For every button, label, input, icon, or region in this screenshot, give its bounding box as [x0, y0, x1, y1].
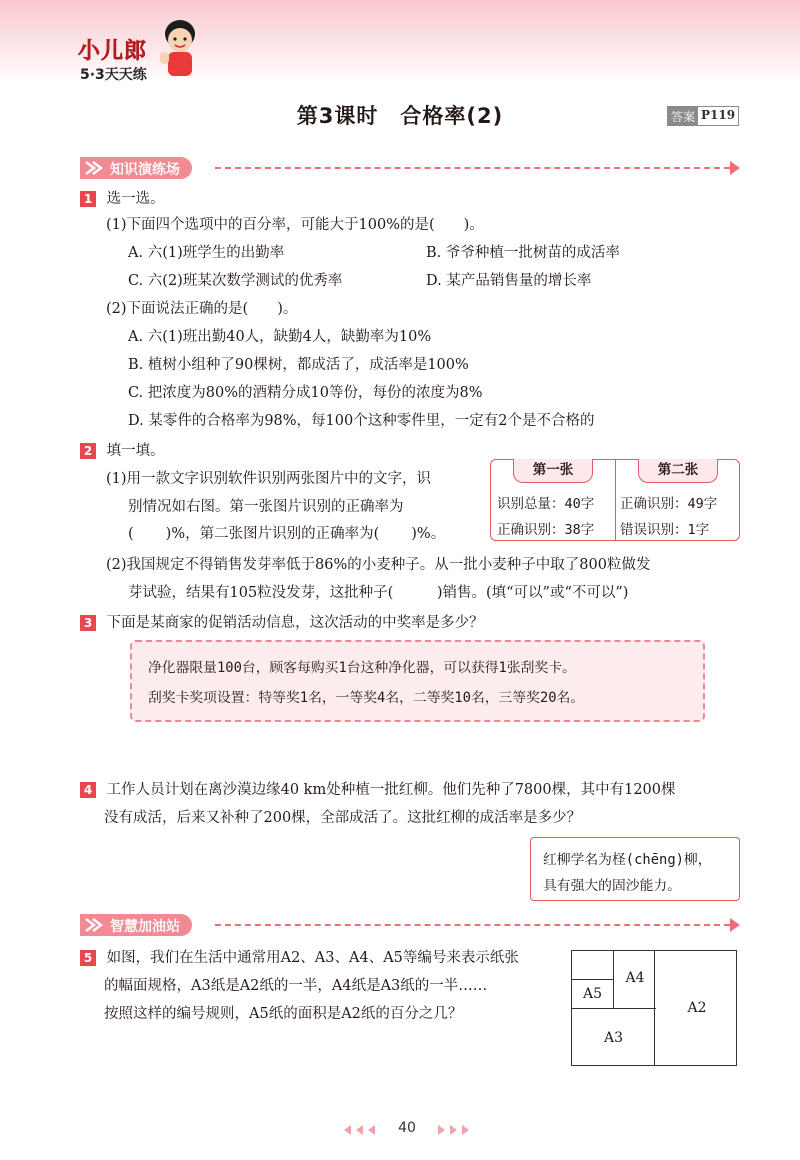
q2-sub2-line1: (2)我国规定不得销售发芽率低于86%的小麦种子。从一批小麦种子中取了800粒做发 — [106, 557, 651, 573]
section-pill — [80, 157, 192, 179]
section-title: 知识演练场 — [110, 162, 180, 178]
question-number: 1 — [80, 191, 96, 207]
q4-line1: 4 工作人员计划在离沙漠边缘40 km处种植一批红柳。他们先种了7800棵，其中有1200棵 — [80, 780, 676, 800]
arrow-right-icon — [730, 161, 740, 175]
page-number: 40 — [398, 1120, 416, 1136]
section-header-challenge — [80, 914, 740, 936]
arrow-left-icon — [368, 1125, 375, 1135]
section-pill — [80, 914, 192, 936]
answer-page: P119 — [701, 108, 736, 122]
brand-subtitle: 5·3天天练 — [80, 67, 147, 83]
q2-stem: 2 填一填。 — [80, 441, 165, 461]
brand-name: 小儿郎 — [78, 39, 148, 64]
q1-sub1-option-a[interactable]: A. 六(1)班学生的出勤率 — [128, 245, 285, 261]
q2-sub2-line2: 芽试验，结果有105粒没发芽，这批种子( )销售。(填“可以”或“不可以”) — [128, 585, 629, 601]
promo-line: 刮奖卡奖项设置：特等奖1名，一等奖4名，二等奖10名，三等奖20名。 — [148, 690, 585, 706]
q4-line2: 没有成活，后来又补种了200棵，全部成活了。这批红柳的成活率是多少？ — [104, 810, 582, 826]
q2-sub1-line3: ( )%，第二张图片识别的正确率为( )%。 — [128, 526, 446, 542]
question-number: 5 — [80, 950, 96, 966]
card-title: 第二张 — [638, 459, 718, 483]
note-line: 具有强大的固沙能力。 — [543, 878, 681, 894]
arrow-icon — [84, 160, 104, 176]
q1-stem: 1 选一选。 — [80, 189, 165, 209]
arrow-right-icon — [462, 1125, 469, 1135]
a3-label: A3 — [571, 1008, 656, 1066]
card-line: 正确识别：49字 — [620, 496, 718, 512]
mascot-icon — [158, 14, 202, 80]
arrow-icon — [84, 917, 104, 933]
a5-label: A5 — [571, 979, 614, 1008]
section-divider — [215, 167, 730, 169]
answer-tag[interactable] — [667, 106, 739, 126]
q1-sub1-option-b[interactable]: B. 爷爷种植一批树苗的成活率 — [426, 245, 620, 261]
arrow-right-icon — [438, 1125, 445, 1135]
page-footer — [0, 1120, 800, 1142]
card-line: 正确识别：38字 — [497, 522, 595, 538]
note-box — [530, 837, 740, 901]
answer-label: 答案 — [668, 107, 698, 125]
question-number: 2 — [80, 443, 96, 459]
q1-sub1-option-d[interactable]: D. 某产品销售量的增长率 — [426, 273, 592, 289]
question-number: 3 — [80, 615, 96, 631]
arrow-left-icon — [344, 1125, 351, 1135]
card-line: 识别总量：40字 — [497, 496, 595, 512]
q5-line2: 的幅面规格，A3纸是A2纸的一半，A4纸是A3纸的一半…… — [104, 978, 488, 994]
section-title: 智慧加油站 — [110, 919, 180, 935]
q2-sub1-line1: (1)用一款文字识别软件识别两张图片中的文字，识 — [106, 471, 432, 487]
q1-sub2-option-a[interactable]: A. 六(1)班出勤40人，缺勤4人，缺勤率为10% — [128, 329, 432, 345]
q2-sub1-line2: 别情况如右图。第一张图片识别的正确率为 — [128, 499, 404, 515]
page-title: 第3课时 合格率(2) — [296, 104, 504, 128]
card-first — [491, 460, 615, 540]
arrow-left-icon — [356, 1125, 363, 1135]
q1-sub1-option-c[interactable]: C. 六(2)班某次数学测试的优秀率 — [128, 273, 343, 289]
q3-stem: 3 下面是某商家的促销活动信息，这次活动的中奖率是多少？ — [80, 613, 484, 633]
arrow-right-icon — [730, 918, 740, 932]
question-number: 4 — [80, 782, 96, 798]
q1-sub2-option-b[interactable]: B. 植树小组种了90棵树，都成活了，成活率是100% — [128, 357, 469, 373]
card-line: 错误识别：1字 — [620, 522, 710, 538]
q1-sub1: (1)下面四个选项中的百分率，可能大于100%的是( )。 — [106, 217, 484, 233]
q1-sub2: (2)下面说法正确的是( )。 — [106, 301, 298, 317]
paper-size-diagram — [571, 950, 737, 1066]
section-divider — [215, 924, 730, 926]
q5-line1: 5 如图，我们在生活中通常用A2、A3、A4、A5等编号来表示纸张 — [80, 948, 519, 968]
promo-line: 净化器限量100台，顾客每购买1台这种净化器，可以获得1张刮奖卡。 — [148, 660, 576, 676]
card-second — [616, 460, 740, 540]
note-line: 红柳学名为柽(chēng)柳， — [543, 852, 712, 868]
section-header-practice — [80, 157, 740, 179]
q1-sub2-option-c[interactable]: C. 把浓度为80%的酒精分成10等份，每份的浓度为8% — [128, 385, 483, 401]
a2-label: A2 — [687, 1000, 707, 1016]
a4-label: A4 — [613, 950, 656, 1008]
recognition-card-table — [490, 459, 740, 541]
promo-info-box — [130, 640, 705, 722]
q1-sub2-option-d[interactable]: D. 某零件的合格率为98%，每100个这种零件里，一定有2个是不合格的 — [128, 413, 595, 429]
arrow-right-icon — [450, 1125, 457, 1135]
q5-line3: 按照这样的编号规则，A5纸的面积是A2纸的百分之几？ — [104, 1006, 463, 1022]
card-title: 第一张 — [513, 459, 593, 483]
